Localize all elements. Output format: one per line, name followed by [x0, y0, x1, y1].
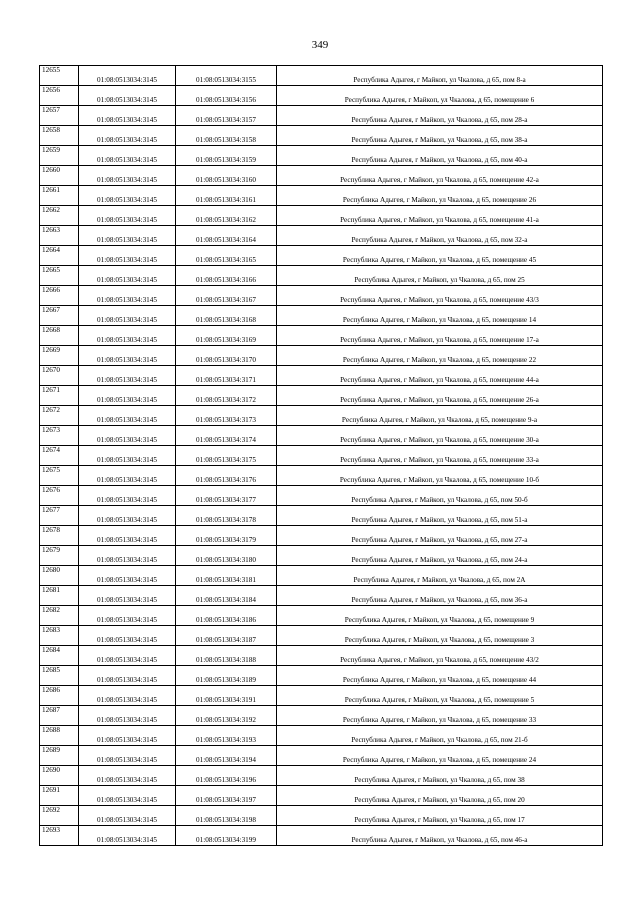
parent-cadastral-number-cell: 01:08:0513034:3145 — [79, 206, 176, 226]
address-cell: Республика Адыгея, г Майкоп, ул Чкалова, д 65, помещение 24 — [277, 746, 603, 766]
parent-cadastral-number-cell: 01:08:0513034:3145 — [79, 486, 176, 506]
address-cell: Республика Адыгея, г Майкоп, ул Чкалова, д 65, помещение 30-а — [277, 426, 603, 446]
row-number-cell: 12660 — [40, 166, 79, 186]
table-row — [40, 226, 603, 246]
address-cell: Республика Адыгея, г Майкоп, ул Чкалова, д 65, пом 21-б — [277, 726, 603, 746]
address-cell: Республика Адыгея, г Майкоп, ул Чкалова, д 65, помещение 43/3 — [277, 286, 603, 306]
address-cell: Республика Адыгея, г Майкоп, ул Чкалова, д 65, помещение 41-а — [277, 206, 603, 226]
row-number-cell: 12692 — [40, 806, 79, 826]
table-row — [40, 766, 603, 786]
parent-cadastral-number-cell: 01:08:0513034:3145 — [79, 786, 176, 806]
address-cell: Республика Адыгея, г Майкоп, ул Чкалова, д 65, помещение 26-а — [277, 386, 603, 406]
address-cell: Республика Адыгея, г Майкоп, ул Чкалова, д 65, пом 40-а — [277, 146, 603, 166]
address-cell: Республика Адыгея, г Майкоп, ул Чкалова, д 65, пом 38 — [277, 766, 603, 786]
row-number-cell: 12662 — [40, 206, 79, 226]
cadastral-number-cell: 01:08:0513034:3157 — [176, 106, 277, 126]
row-number-cell: 12666 — [40, 286, 79, 306]
address-cell: Республика Адыгея, г Майкоп, ул Чкалова, д 65, помещение 26 — [277, 186, 603, 206]
parent-cadastral-number-cell: 01:08:0513034:3145 — [79, 406, 176, 426]
address-cell: Республика Адыгея, г Майкоп, ул Чкалова, д 65, помещение 6 — [277, 86, 603, 106]
parent-cadastral-number-cell: 01:08:0513034:3145 — [79, 166, 176, 186]
parent-cadastral-number-cell: 01:08:0513034:3145 — [79, 686, 176, 706]
cadastral-number-cell: 01:08:0513034:3159 — [176, 146, 277, 166]
cadastral-number-cell: 01:08:0513034:3184 — [176, 586, 277, 606]
cadastral-number-cell: 01:08:0513034:3162 — [176, 206, 277, 226]
address-cell: Республика Адыгея, г Майкоп, ул Чкалова, д 65, помещение 22 — [277, 346, 603, 366]
row-number-cell: 12677 — [40, 506, 79, 526]
row-number-cell: 12691 — [40, 786, 79, 806]
row-number-cell: 12680 — [40, 566, 79, 586]
address-cell: Республика Адыгея, г Майкоп, ул Чкалова, д 65, пом 24-а — [277, 546, 603, 566]
table-row — [40, 366, 603, 386]
cadastral-number-cell: 01:08:0513034:3180 — [176, 546, 277, 566]
table-row — [40, 806, 603, 826]
address-cell: Республика Адыгея, г Майкоп, ул Чкалова, д 65, пом 25 — [277, 266, 603, 286]
row-number-cell: 12681 — [40, 586, 79, 606]
address-cell: Республика Адыгея, г Майкоп, ул Чкалова, д 65, пом 51-а — [277, 506, 603, 526]
table-row — [40, 486, 603, 506]
cadastral-number-cell: 01:08:0513034:3167 — [176, 286, 277, 306]
parent-cadastral-number-cell: 01:08:0513034:3145 — [79, 306, 176, 326]
table-row — [40, 126, 603, 146]
table-row — [40, 406, 603, 426]
table-row — [40, 526, 603, 546]
row-number-cell: 12661 — [40, 186, 79, 206]
row-number-cell: 12659 — [40, 146, 79, 166]
table-row — [40, 66, 603, 86]
table-row — [40, 666, 603, 686]
cadastral-number-cell: 01:08:0513034:3160 — [176, 166, 277, 186]
cadastral-number-cell: 01:08:0513034:3165 — [176, 246, 277, 266]
table-row — [40, 626, 603, 646]
address-cell: Республика Адыгея, г Майкоп, ул Чкалова, д 65, пом 2А — [277, 566, 603, 586]
table-row — [40, 686, 603, 706]
address-cell: Республика Адыгея, г Майкоп, ул Чкалова, д 65, помещение 43/2 — [277, 646, 603, 666]
cadastral-number-cell: 01:08:0513034:3174 — [176, 426, 277, 446]
table-row — [40, 746, 603, 766]
parent-cadastral-number-cell: 01:08:0513034:3145 — [79, 526, 176, 546]
row-number-cell: 12675 — [40, 466, 79, 486]
cadastral-number-cell: 01:08:0513034:3186 — [176, 606, 277, 626]
address-cell: Республика Адыгея, г Майкоп, ул Чкалова, д 65, пом 32-а — [277, 226, 603, 246]
parent-cadastral-number-cell: 01:08:0513034:3145 — [79, 766, 176, 786]
address-cell: Республика Адыгея, г Майкоп, ул Чкалова, д 65, помещение 44-а — [277, 366, 603, 386]
cadastral-number-cell: 01:08:0513034:3176 — [176, 466, 277, 486]
cadastral-number-cell: 01:08:0513034:3192 — [176, 706, 277, 726]
table-row — [40, 326, 603, 346]
row-number-cell: 12669 — [40, 346, 79, 366]
table-row — [40, 446, 603, 466]
address-cell: Республика Адыгея, г Майкоп, ул Чкалова, д 65, пом 8-а — [277, 66, 603, 86]
parent-cadastral-number-cell: 01:08:0513034:3145 — [79, 566, 176, 586]
address-cell: Республика Адыгея, г Майкоп, ул Чкалова, д 65, помещение 44 — [277, 666, 603, 686]
parent-cadastral-number-cell: 01:08:0513034:3145 — [79, 626, 176, 646]
parent-cadastral-number-cell: 01:08:0513034:3145 — [79, 726, 176, 746]
cadastral-number-cell: 01:08:0513034:3179 — [176, 526, 277, 546]
parent-cadastral-number-cell: 01:08:0513034:3145 — [79, 126, 176, 146]
row-number-cell: 12672 — [40, 406, 79, 426]
cadastral-number-cell: 01:08:0513034:3175 — [176, 446, 277, 466]
parent-cadastral-number-cell: 01:08:0513034:3145 — [79, 506, 176, 526]
row-number-cell: 12690 — [40, 766, 79, 786]
cadastral-number-cell: 01:08:0513034:3173 — [176, 406, 277, 426]
address-cell: Республика Адыгея, г Майкоп, ул Чкалова, д 65, помещение 42-а — [277, 166, 603, 186]
address-cell: Республика Адыгея, г Майкоп, ул Чкалова, д 65, помещение 33 — [277, 706, 603, 726]
row-number-cell: 12664 — [40, 246, 79, 266]
parent-cadastral-number-cell: 01:08:0513034:3145 — [79, 466, 176, 486]
cadastral-number-cell: 01:08:0513034:3168 — [176, 306, 277, 326]
address-cell: Республика Адыгея, г Майкоп, ул Чкалова, д 65, помещение 14 — [277, 306, 603, 326]
cadastral-number-cell: 01:08:0513034:3178 — [176, 506, 277, 526]
table-row — [40, 586, 603, 606]
parent-cadastral-number-cell: 01:08:0513034:3145 — [79, 426, 176, 446]
cadastral-number-cell: 01:08:0513034:3199 — [176, 826, 277, 846]
cadastral-number-cell: 01:08:0513034:3172 — [176, 386, 277, 406]
row-number-cell: 12688 — [40, 726, 79, 746]
row-number-cell: 12676 — [40, 486, 79, 506]
row-number-cell: 12674 — [40, 446, 79, 466]
cadastral-number-cell: 01:08:0513034:3189 — [176, 666, 277, 686]
address-cell: Республика Адыгея, г Майкоп, ул Чкалова, д 65, помещение 5 — [277, 686, 603, 706]
row-number-cell: 12673 — [40, 426, 79, 446]
table-row — [40, 106, 603, 126]
address-cell: Республика Адыгея, г Майкоп, ул Чкалова, д 65, помещение 45 — [277, 246, 603, 266]
cadastral-number-cell: 01:08:0513034:3156 — [176, 86, 277, 106]
parent-cadastral-number-cell: 01:08:0513034:3145 — [79, 706, 176, 726]
row-number-cell: 12689 — [40, 746, 79, 766]
page-number: 349 — [311, 39, 329, 51]
row-number-cell: 12687 — [40, 706, 79, 726]
parent-cadastral-number-cell: 01:08:0513034:3145 — [79, 606, 176, 626]
parent-cadastral-number-cell: 01:08:0513034:3145 — [79, 446, 176, 466]
address-cell: Республика Адыгея, г Майкоп, ул Чкалова, д 65, пом 38-а — [277, 126, 603, 146]
address-cell: Республика Адыгея, г Майкоп, ул Чкалова, д 65, пом 36-а — [277, 586, 603, 606]
table-row — [40, 346, 603, 366]
parent-cadastral-number-cell: 01:08:0513034:3145 — [79, 186, 176, 206]
table-row — [40, 646, 603, 666]
row-number-cell: 12658 — [40, 126, 79, 146]
parent-cadastral-number-cell: 01:08:0513034:3145 — [79, 326, 176, 346]
row-number-cell: 12655 — [40, 66, 79, 86]
parent-cadastral-number-cell: 01:08:0513034:3145 — [79, 286, 176, 306]
address-cell: Республика Адыгея, г Майкоп, ул Чкалова, д 65, пом 50-б — [277, 486, 603, 506]
cadastral-number-cell: 01:08:0513034:3188 — [176, 646, 277, 666]
address-cell: Республика Адыгея, г Майкоп, ул Чкалова, д 65, помещение 33-а — [277, 446, 603, 466]
row-number-cell: 12678 — [40, 526, 79, 546]
table-row — [40, 286, 603, 306]
table-row — [40, 146, 603, 166]
parent-cadastral-number-cell: 01:08:0513034:3145 — [79, 146, 176, 166]
table-row — [40, 786, 603, 806]
row-number-cell: 12665 — [40, 266, 79, 286]
table-row — [40, 546, 603, 566]
row-number-cell: 12684 — [40, 646, 79, 666]
parent-cadastral-number-cell: 01:08:0513034:3145 — [79, 346, 176, 366]
table-row — [40, 826, 603, 846]
cadastral-number-cell: 01:08:0513034:3169 — [176, 326, 277, 346]
row-number-cell: 12670 — [40, 366, 79, 386]
parent-cadastral-number-cell: 01:08:0513034:3145 — [79, 666, 176, 686]
parent-cadastral-number-cell: 01:08:0513034:3145 — [79, 386, 176, 406]
row-number-cell: 12685 — [40, 666, 79, 686]
table-row — [40, 386, 603, 406]
cadastral-number-cell: 01:08:0513034:3164 — [176, 226, 277, 246]
cadastral-number-cell: 01:08:0513034:3177 — [176, 486, 277, 506]
cadastral-number-cell: 01:08:0513034:3161 — [176, 186, 277, 206]
cadastral-number-cell: 01:08:0513034:3170 — [176, 346, 277, 366]
parent-cadastral-number-cell: 01:08:0513034:3145 — [79, 366, 176, 386]
cadastral-number-cell: 01:08:0513034:3196 — [176, 766, 277, 786]
address-cell: Республика Адыгея, г Майкоп, ул Чкалова, д 65, пом 28-а — [277, 106, 603, 126]
registry-table — [39, 65, 603, 846]
address-cell: Республика Адыгея, г Майкоп, ул Чкалова, д 65, пом 17 — [277, 806, 603, 826]
parent-cadastral-number-cell: 01:08:0513034:3145 — [79, 806, 176, 826]
table-row — [40, 466, 603, 486]
parent-cadastral-number-cell: 01:08:0513034:3145 — [79, 106, 176, 126]
cadastral-number-cell: 01:08:0513034:3191 — [176, 686, 277, 706]
parent-cadastral-number-cell: 01:08:0513034:3145 — [79, 646, 176, 666]
address-cell: Республика Адыгея, г Майкоп, ул Чкалова, д 65, помещение 17-а — [277, 326, 603, 346]
table-row — [40, 506, 603, 526]
address-cell: Республика Адыгея, г Майкоп, ул Чкалова, д 65, помещение 3 — [277, 626, 603, 646]
registry-table-body — [40, 66, 603, 846]
table-row — [40, 86, 603, 106]
cadastral-number-cell: 01:08:0513034:3193 — [176, 726, 277, 746]
table-row — [40, 706, 603, 726]
cadastral-number-cell: 01:08:0513034:3187 — [176, 626, 277, 646]
row-number-cell: 12657 — [40, 106, 79, 126]
row-number-cell: 12667 — [40, 306, 79, 326]
parent-cadastral-number-cell: 01:08:0513034:3145 — [79, 66, 176, 86]
parent-cadastral-number-cell: 01:08:0513034:3145 — [79, 586, 176, 606]
cadastral-number-cell: 01:08:0513034:3198 — [176, 806, 277, 826]
row-number-cell: 12682 — [40, 606, 79, 626]
table-row — [40, 426, 603, 446]
cadastral-number-cell: 01:08:0513034:3194 — [176, 746, 277, 766]
row-number-cell: 12679 — [40, 546, 79, 566]
row-number-cell: 12693 — [40, 826, 79, 846]
parent-cadastral-number-cell: 01:08:0513034:3145 — [79, 226, 176, 246]
cadastral-number-cell: 01:08:0513034:3166 — [176, 266, 277, 286]
cadastral-number-cell: 01:08:0513034:3171 — [176, 366, 277, 386]
address-cell: Республика Адыгея, г Майкоп, ул Чкалова, д 65, пом 46-а — [277, 826, 603, 846]
row-number-cell: 12671 — [40, 386, 79, 406]
cadastral-number-cell: 01:08:0513034:3181 — [176, 566, 277, 586]
table-row — [40, 206, 603, 226]
table-row — [40, 726, 603, 746]
parent-cadastral-number-cell: 01:08:0513034:3145 — [79, 266, 176, 286]
parent-cadastral-number-cell: 01:08:0513034:3145 — [79, 826, 176, 846]
row-number-cell: 12663 — [40, 226, 79, 246]
cadastral-number-cell: 01:08:0513034:3197 — [176, 786, 277, 806]
cadastral-number-cell: 01:08:0513034:3155 — [176, 66, 277, 86]
row-number-cell: 12683 — [40, 626, 79, 646]
parent-cadastral-number-cell: 01:08:0513034:3145 — [79, 546, 176, 566]
cadastral-number-cell: 01:08:0513034:3158 — [176, 126, 277, 146]
parent-cadastral-number-cell: 01:08:0513034:3145 — [79, 746, 176, 766]
table-row — [40, 306, 603, 326]
table-row — [40, 606, 603, 626]
address-cell: Республика Адыгея, г Майкоп, ул Чкалова, д 65, помещение 10-б — [277, 466, 603, 486]
table-row — [40, 186, 603, 206]
parent-cadastral-number-cell: 01:08:0513034:3145 — [79, 86, 176, 106]
table-row — [40, 566, 603, 586]
row-number-cell: 12668 — [40, 326, 79, 346]
row-number-cell: 12656 — [40, 86, 79, 106]
row-number-cell: 12686 — [40, 686, 79, 706]
address-cell: Республика Адыгея, г Майкоп, ул Чкалова, д 65, пом 27-а — [277, 526, 603, 546]
table-row — [40, 246, 603, 266]
address-cell: Республика Адыгея, г Майкоп, ул Чкалова, д 65, помещение 9 — [277, 606, 603, 626]
address-cell: Республика Адыгея, г Майкоп, ул Чкалова, д 65, пом 20 — [277, 786, 603, 806]
table-row — [40, 266, 603, 286]
table-row — [40, 166, 603, 186]
parent-cadastral-number-cell: 01:08:0513034:3145 — [79, 246, 176, 266]
address-cell: Республика Адыгея, г Майкоп, ул Чкалова, д 65, помещение 9-а — [277, 406, 603, 426]
